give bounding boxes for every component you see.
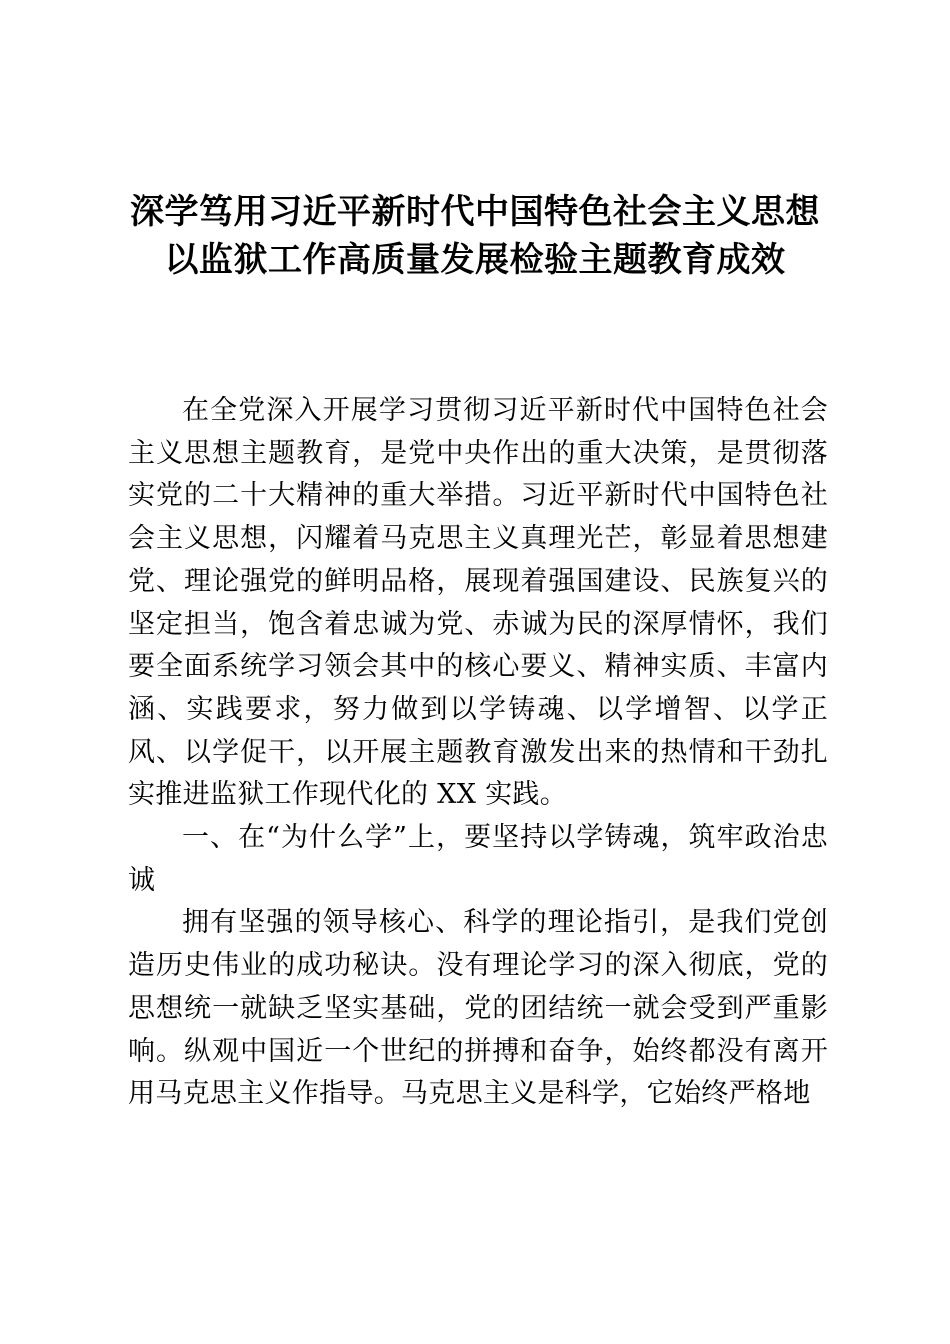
title-line-2: 以监狱工作高质量发展检验主题教育成效 [164,240,786,280]
body-paragraph-section-1: 拥有坚强的领导核心、科学的理论指引，是我们党创造历史伟业的成功秘诀。没有理论学习的深入彻底，党的思想统一就缺乏坚实基础，党的团结统一就会受到严重影响。纵观中国近一个世纪的拼搏和奋争，始终都没有离开用马克思主义作指导。马克思主义是科学，它始终严格地 [128,907,828,1110]
document-body [128,390,828,1116]
body-paragraph-intro: 在全党深入开展学习贯彻习近平新时代中国特色社会主义思想主题教育，是党中央作出的重大决策，是贯彻落实党的二十大精神的重大举措。习近平新时代中国特色社会主义思想，闪耀着马克思主义真理光芒，彰显着思想建党、理论强党的鲜明品格，展现着强国建设、民族复兴的坚定担当，饱含着忠诚为党、赤诚为民的深厚情怀，我们要全面系统学习领会其中的核心要义、精神实质、丰富内涵、实践要求，努力做到以学铸魂、以学增智、以学正风、以学促干，以开展主题教育激发出来的热情和干劲扎实推进监狱工作现代化的 XX 实践。 [128,395,828,811]
section-heading-1: 一、在“为什么学”上，要坚持以学铸魂，筑牢政治忠诚 [128,822,828,896]
title-line-1: 深学笃用习近平新时代中国特色社会主义思想 [130,192,820,232]
document-title [110,188,840,284]
